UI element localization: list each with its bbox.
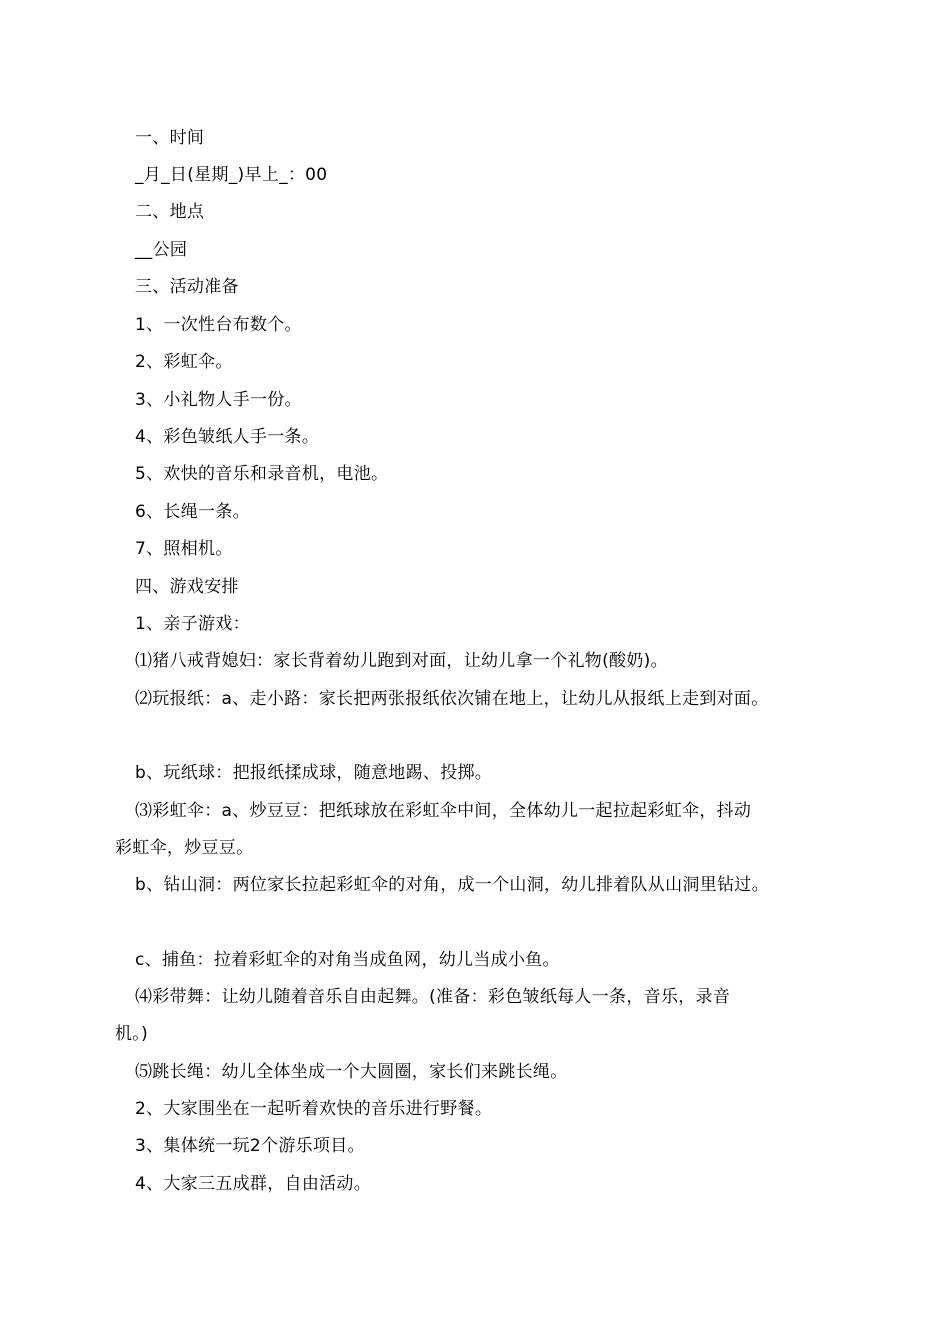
heading-location: 二、地点 [135,202,205,222]
game-3b: b、钻山洞：两位家长拉起彩虹伞的对角，成一个山洞，幼儿排着队从山洞里钻过。 [135,875,769,895]
games-item-4: 4、大家三五成群，自由活动。 [135,1174,372,1194]
heading-time: 一、时间 [135,128,205,148]
game-4-cont: 机。) [115,1024,149,1044]
game-5: ⑸跳长绳：幼儿全体坐成一个大圆圈，家长们来跳长绳。 [135,1062,568,1082]
games-item-2: 2、大家围坐在一起听着欢快的音乐进行野餐。 [135,1099,493,1119]
prep-item-3: 3、小礼物人手一份。 [135,390,302,410]
game-3a: ⑶彩虹伞：a、炒豆豆：把纸球放在彩虹伞中间，全体幼儿一起拉起彩虹伞，抖动 [135,801,752,821]
prep-item-2: 2、彩虹伞。 [135,352,233,372]
games-item-1: 1、亲子游戏： [135,614,250,634]
location-value: __公园 [135,240,188,260]
heading-games: 四、游戏安排 [135,577,239,597]
prep-item-4: 4、彩色皱纸人手一条。 [135,427,320,447]
prep-item-5: 5、欢快的音乐和录音机，电池。 [135,464,389,484]
prep-item-7: 7、照相机。 [135,539,233,559]
game-2a: ⑵玩报纸：a、走小路：家长把两张报纸依次铺在地上，让幼儿从报纸上走到对面。 [135,689,769,709]
prep-item-1: 1、一次性台布数个。 [135,315,302,335]
games-item-3: 3、集体统一玩2个游乐项目。 [135,1136,365,1156]
time-value: _月_日(星期_)早上_：00 [135,165,328,185]
game-3a-cont: 彩虹伞，炒豆豆。 [115,838,254,858]
heading-preparation: 三、活动准备 [135,277,239,297]
prep-item-6: 6、长绳一条。 [135,502,250,522]
game-2b: b、玩纸球：把报纸揉成球，随意地踢、投掷。 [135,763,493,783]
game-1: ⑴猪八戒背媳妇：家长背着幼儿跑到对面，让幼儿拿一个礼物(酸奶)。 [135,651,668,671]
game-3c: c、捕鱼：拉着彩虹伞的对角当成鱼网，幼儿当成小鱼。 [135,950,560,970]
game-4: ⑷彩带舞：让幼儿随着音乐自由起舞。(准备：彩色皱纸每人一条，音乐，录音 [135,987,731,1007]
